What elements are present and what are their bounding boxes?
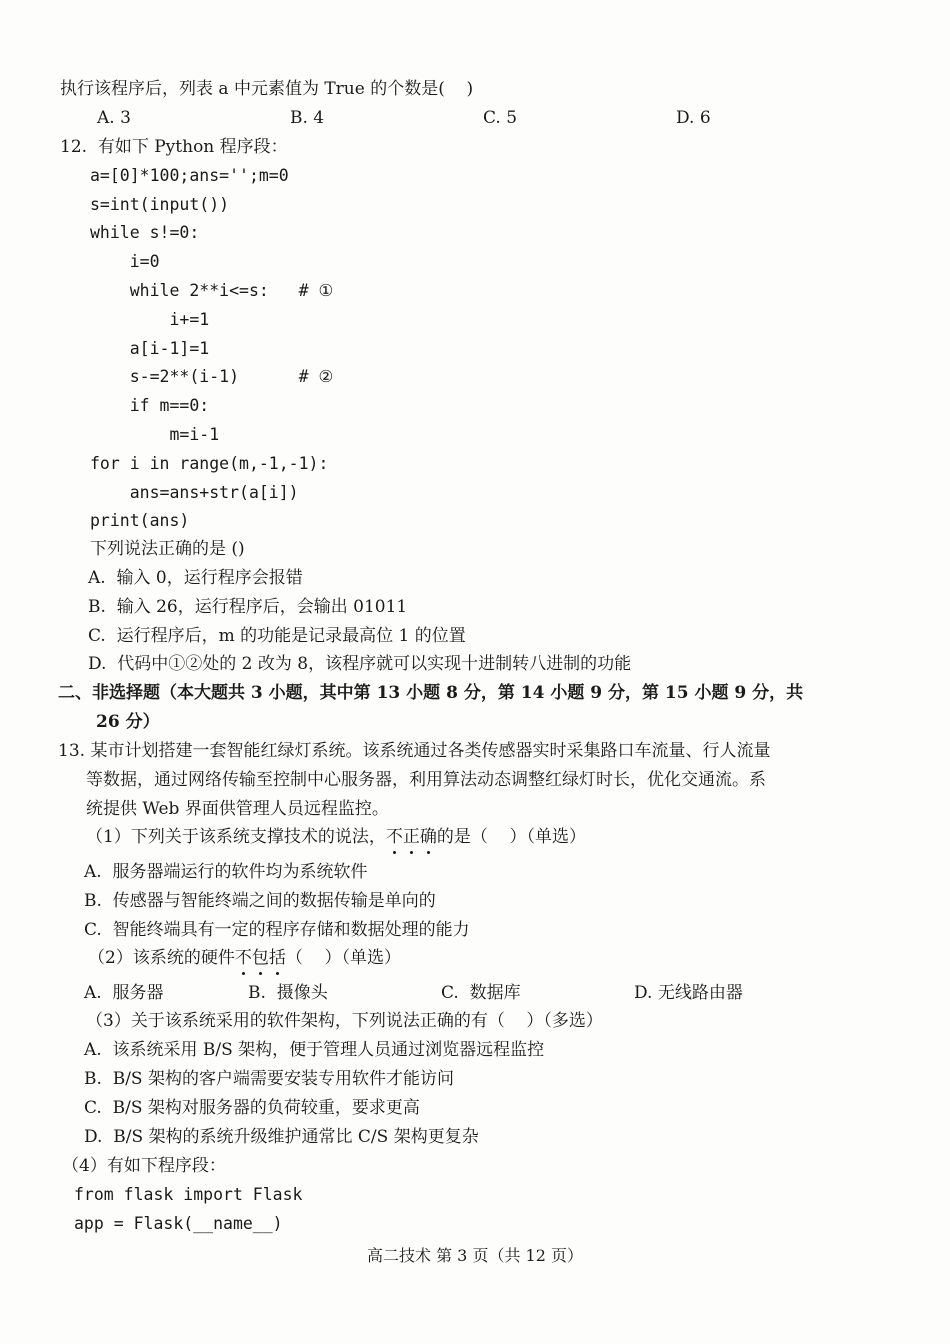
q12-code-line: i=0 bbox=[90, 252, 160, 271]
q12-option-c: C. 运行程序后，m 的功能是记录最高位 1 的位置 bbox=[88, 626, 466, 646]
q13-sub3-option-a: A. 该系统采用 B/S 架构，便于管理人员通过浏览器远程监控 bbox=[84, 1040, 545, 1060]
q13-sub2-option-d: D. 无线路由器 bbox=[634, 983, 743, 1003]
q13-sub4-code-line: app = Flask(__name__) bbox=[74, 1214, 283, 1233]
q13-stem-line: 统提供 Web 界面供管理人员远程监控。 bbox=[86, 799, 389, 819]
emphasis-char: 括 bbox=[268, 948, 286, 968]
q11-option-d: D. 6 bbox=[676, 108, 711, 128]
emphasis-char: 包 bbox=[251, 948, 269, 968]
q13-stem-line: 13. 某市计划搭建一套智能红绿灯系统。该系统通过各类传感器实时采集路口车流量、行人流量 bbox=[58, 741, 771, 761]
q13-sub3-option-b: B. B/S 架构的客户端需要安装专用软件才能访问 bbox=[84, 1069, 454, 1089]
q12-code-line: while s!=0: bbox=[90, 223, 200, 242]
emphasis-not-correct bbox=[386, 827, 437, 847]
q12-code-line: s-=2**(i-1) # ② bbox=[90, 367, 334, 386]
q12-option-d: D. 代码中①②处的 2 改为 8，该程序就可以实现十进制转八进制的功能 bbox=[88, 654, 632, 674]
section-heading-cont: 26 分） bbox=[96, 712, 160, 732]
emphasis-char: 不 bbox=[385, 827, 403, 847]
emphasis-char: 不 bbox=[234, 948, 252, 968]
q13-sub4-stem: （4）有如下程序段： bbox=[62, 1156, 226, 1176]
q12-code-line: a[i-1]=1 bbox=[90, 339, 210, 358]
q12-code-line: ans=ans+str(a[i]) bbox=[90, 483, 299, 502]
q13-sub1-option-c: C. 智能终端具有一定的程序存储和数据处理的能力 bbox=[84, 920, 470, 940]
q12-title: 12. 有如下 Python 程序段： bbox=[60, 137, 288, 157]
q12-option-a: A. 输入 0，运行程序会报错 bbox=[88, 568, 303, 588]
q12-code-line: print(ans) bbox=[90, 511, 190, 530]
q13-sub2-stem: （2）该系统的硬件不包括（ ）（单选） bbox=[88, 948, 401, 968]
q12-code-line: while 2**i<=s: # ① bbox=[90, 281, 334, 300]
q12-option-b: B. 输入 26，运行程序后，会输出 01011 bbox=[88, 597, 408, 617]
q11-option-c: C. 5 bbox=[483, 108, 518, 128]
q11-option-a: A. 3 bbox=[97, 108, 131, 128]
q13-sub3-option-c: C. B/S 架构对服务器的负荷较重，要求更高 bbox=[84, 1098, 420, 1118]
q13-sub1-stem: （1）下列关于该系统支撑技术的说法，不正确的是（ ）（单选） bbox=[86, 827, 586, 847]
q12-prompt: 下列说法正确的是 () bbox=[90, 539, 245, 559]
q12-code-line: a=[0]*100;ans='';m=0 bbox=[90, 166, 289, 185]
q13-sub2-option-c: C. 数据库 bbox=[441, 983, 521, 1003]
q13-sub2-option-a: A. 服务器 bbox=[84, 983, 164, 1003]
page-footer: 高二技术 第 3 页（共 12 页） bbox=[367, 1246, 583, 1265]
emphasis-char: 确 bbox=[419, 827, 437, 847]
q11-option-b: B. 4 bbox=[290, 108, 325, 128]
section-heading: 二、非选择题（本大题共 3 小题，其中第 13 小题 8 分，第 14 小题 9 分，第 15 小题 9 分，共 bbox=[58, 683, 804, 703]
emphasis-char: 正 bbox=[402, 827, 420, 847]
q13-stem-line: 等数据，通过网络传输至控制中心服务器，利用算法动态调整红绿灯时长，优化交通流。系 bbox=[86, 770, 766, 790]
q13-sub3-option-d: D. B/S 架构的系统升级维护通常比 C/S 架构更复杂 bbox=[84, 1127, 479, 1147]
q12-code-line: if m==0: bbox=[90, 396, 210, 415]
q11-stem: 执行该程序后，列表 a 中元素值为 True 的个数是( ) bbox=[60, 79, 474, 99]
q12-code-line: m=i-1 bbox=[90, 425, 220, 444]
q13-sub2-option-b: B. 摄像头 bbox=[248, 983, 328, 1003]
q13-sub3-stem: （3）关于该系统采用的软件架构，下列说法正确的有（ ）（多选） bbox=[86, 1011, 603, 1031]
q13-sub4-code-line: from flask import Flask bbox=[74, 1185, 303, 1204]
emphasis-not-include bbox=[235, 948, 286, 968]
q12-code-line: for i in range(m,-1,-1): bbox=[90, 454, 329, 473]
q13-sub1-option-a: A. 服务器端运行的软件均为系统软件 bbox=[84, 862, 368, 882]
q13-sub1-option-b: B. 传感器与智能终端之间的数据传输是单向的 bbox=[84, 891, 436, 911]
q12-code-line: i+=1 bbox=[90, 310, 210, 329]
q12-code-line: s=int(input()) bbox=[90, 195, 230, 214]
